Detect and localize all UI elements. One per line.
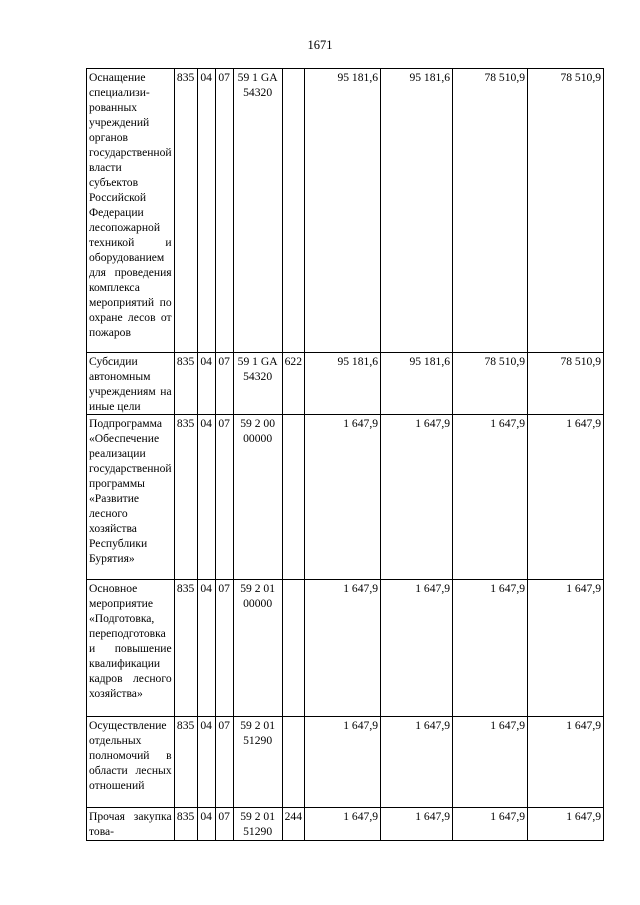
target-code: 59 2 01 51290 [233, 808, 282, 841]
subsection-code: 07 [215, 69, 233, 353]
table-row [87, 808, 604, 841]
amount-2: 1 647,9 [381, 580, 453, 717]
row-name: Субсидии автономным учреждениям на иные цели [87, 353, 175, 415]
amount-1: 1 647,9 [305, 717, 381, 808]
amount-4: 1 647,9 [528, 717, 604, 808]
target-code: 59 2 00 00000 [233, 415, 282, 580]
amount-2: 1 647,9 [381, 808, 453, 841]
admin-code: 835 [174, 808, 197, 841]
expense-type-code [282, 415, 304, 580]
amount-3: 78 510,9 [453, 69, 528, 353]
amount-3: 1 647,9 [453, 717, 528, 808]
row-name: Оснащение специализи-рованных учреждений органов государственной власти субъектов Российской Федерации лесопожарной техникой и оборудованием для проведения комплекса мероприятий по охране лесов от пожаров [87, 69, 175, 353]
table-row [87, 353, 604, 415]
admin-code: 835 [174, 69, 197, 353]
section-code: 04 [197, 717, 215, 808]
amount-2: 95 181,6 [381, 353, 453, 415]
subsection-code: 07 [215, 717, 233, 808]
expense-type-code [282, 580, 304, 717]
table-row [87, 69, 604, 353]
amount-1: 1 647,9 [305, 415, 381, 580]
row-name [87, 808, 175, 841]
expense-type-code [282, 717, 304, 808]
amount-3: 1 647,9 [453, 580, 528, 717]
section-code: 04 [197, 415, 215, 580]
subsection-code: 07 [215, 808, 233, 841]
target-code: 59 1 GA 54320 [233, 69, 282, 353]
row-name: Подпрограмма «Обеспечение реализации государственной программы «Развитие лесного хозяйства Республики Бурятия» [87, 415, 175, 580]
table-row [87, 415, 604, 580]
amount-4: 1 647,9 [528, 808, 604, 841]
amount-2: 1 647,9 [381, 717, 453, 808]
amount-3: 1 647,9 [453, 808, 528, 841]
amount-1: 95 181,6 [305, 353, 381, 415]
target-code: 59 1 GA 54320 [233, 353, 282, 415]
row-name: Основное мероприятие «Подготовка, переподготовка и повышение квалификации кадров лесного хозяйства» [87, 580, 175, 717]
amount-2: 1 647,9 [381, 415, 453, 580]
expense-type-code [282, 69, 304, 353]
target-code: 59 2 01 51290 [233, 717, 282, 808]
row-name-text: Прочая закупка това- [89, 810, 172, 838]
budget-table [86, 68, 604, 841]
table-row [87, 717, 604, 808]
row-name: Осуществление отдельных полномочий в области лесных отношений [87, 717, 175, 808]
admin-code: 835 [174, 415, 197, 580]
admin-code: 835 [174, 580, 197, 717]
section-code: 04 [197, 580, 215, 717]
subsection-code: 07 [215, 580, 233, 717]
expense-type-code: 244 [282, 808, 304, 841]
subsection-code: 07 [215, 415, 233, 580]
page-number: 1671 [307, 38, 333, 52]
expense-type-code: 622 [282, 353, 304, 415]
amount-2: 95 181,6 [381, 69, 453, 353]
section-code: 04 [197, 353, 215, 415]
amount-1: 95 181,6 [305, 69, 381, 353]
target-code: 59 2 01 00000 [233, 580, 282, 717]
admin-code: 835 [174, 717, 197, 808]
section-code: 04 [197, 808, 215, 841]
amount-4: 1 647,9 [528, 580, 604, 717]
amount-1: 1 647,9 [305, 808, 381, 841]
amount-3: 1 647,9 [453, 415, 528, 580]
amount-4: 1 647,9 [528, 415, 604, 580]
subsection-code: 07 [215, 353, 233, 415]
admin-code: 835 [174, 353, 197, 415]
section-code: 04 [197, 69, 215, 353]
amount-3: 78 510,9 [453, 353, 528, 415]
table-row [87, 580, 604, 717]
amount-4: 78 510,9 [528, 353, 604, 415]
amount-1: 1 647,9 [305, 580, 381, 717]
amount-4: 78 510,9 [528, 69, 604, 353]
